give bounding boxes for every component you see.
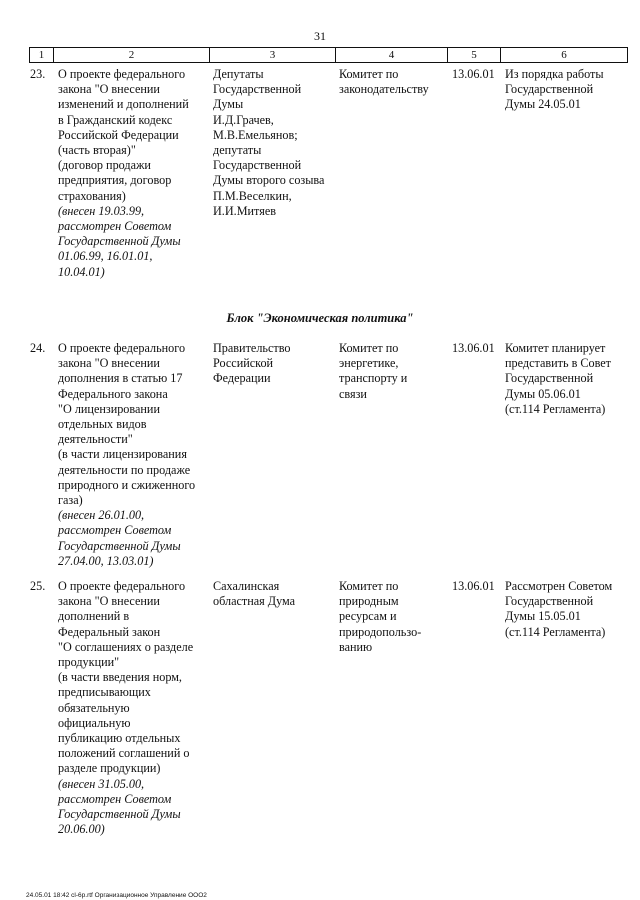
initiator-line: П.М.Веселкин, [213, 188, 292, 203]
bill-note-line: рассмотрен Советом [58, 791, 172, 806]
date: 13.06.01 [452, 579, 495, 593]
table-header-row [29, 47, 628, 63]
committee-line: природопользо- [339, 624, 422, 639]
status-line: Думы 24.05.01 [505, 97, 581, 112]
bill-title-line: в Гражданский кодекс [58, 112, 173, 127]
header-col-5: 5 [448, 48, 501, 62]
bill-note-line: (внесен 19.03.99, [58, 203, 145, 218]
committee-line: энергетике, [339, 356, 399, 371]
header-col-2: 2 [54, 48, 210, 62]
bill-title-line: "О лицензировании [58, 401, 160, 416]
bill-title-line: природного и сжиженного [58, 477, 196, 492]
status [505, 67, 625, 113]
footer-text: 24.05.01 18:42 cl-6p.rtf Организационное Управление ООО2 [26, 892, 207, 899]
status-line: представить в Совет [505, 356, 612, 371]
bill-note-line: рассмотрен Советом [58, 219, 172, 234]
status-line: (ст.114 Регламента) [505, 624, 606, 639]
status [505, 579, 625, 640]
bill-title-line: предписывающих [58, 685, 151, 700]
committee-line: ванию [339, 639, 373, 654]
bill-note-line: рассмотрен Советом [58, 523, 172, 538]
bill-title-line: предприятия, договор [58, 173, 172, 188]
bill-title-line: изменений и дополнений [58, 97, 189, 112]
bill-title-line: (договор продажи [58, 158, 151, 173]
bill-title-line: публикацию отдельных [58, 731, 181, 746]
initiator-line: И.Д.Грачев, [213, 112, 274, 127]
status-line: Государственной [505, 371, 594, 386]
committee-line: законодательству [339, 82, 429, 97]
status-line: Думы 15.05.01 [505, 609, 581, 624]
bill-title-line: Федерального закона [58, 386, 168, 401]
bill-note-line: (внесен 31.05.00, [58, 776, 145, 791]
initiator-line: Правительство [213, 341, 291, 355]
bill-title-line: (в части лицензирования [58, 447, 187, 462]
committee-line: транспорту и [339, 371, 408, 386]
initiator-line: Государственной [213, 158, 302, 173]
bill-title-line: О проекте федерального [58, 579, 186, 593]
bill-note-line: Государственной Думы [58, 234, 181, 249]
initiator-line: депутаты [213, 143, 262, 158]
bill-title-line: О проекте федерального [58, 67, 186, 81]
bill-description [58, 579, 208, 837]
page-number: 31 [314, 29, 326, 43]
status-line: Государственной [505, 594, 594, 609]
bill-note-line: 01.06.99, 16.01.01, [58, 249, 153, 264]
initiator-line: Российской [213, 356, 274, 371]
committee-line: Комитет по [339, 341, 399, 355]
committee-line: Комитет по [339, 579, 399, 593]
bill-title-line: отдельных видов [58, 417, 147, 432]
row-number: 23. [30, 67, 46, 81]
initiator-line: Депутаты [213, 67, 264, 81]
date: 13.06.01 [452, 341, 495, 355]
bill-description [58, 67, 208, 280]
initiator-line: Государственной [213, 82, 302, 97]
bill-note-line: 27.04.00, 13.03.01) [58, 553, 154, 568]
committee-line: Комитет по [339, 67, 399, 81]
initiator-line: Думы второго созыва [213, 173, 325, 188]
committee [339, 579, 445, 655]
bill-title-line: разделе продукции) [58, 761, 161, 776]
status-line: (ст.114 Регламента) [505, 401, 606, 416]
bill-note-line: (внесен 26.01.00, [58, 508, 145, 523]
initiator-line: И.И.Митяев [213, 203, 276, 218]
header-col-1: 1 [30, 48, 54, 62]
status-line: Государственной [505, 82, 594, 97]
date: 13.06.01 [452, 67, 495, 81]
row-number: 24. [30, 341, 46, 355]
row-number: 25. [30, 579, 46, 593]
bill-title-line: продукции" [58, 655, 120, 670]
bill-title-line: обязательную [58, 700, 130, 715]
header-col-6: 6 [561, 49, 567, 61]
bill-title-line: Федеральный закон [58, 624, 161, 639]
bill-title-line: положений соглашений о [58, 746, 190, 761]
initiator-line: Сахалинская [213, 579, 280, 593]
bill-title-line: О проекте федерального [58, 341, 186, 355]
header-col-3: 3 [210, 48, 336, 62]
bill-title-line: (в части введения норм, [58, 670, 182, 685]
status-line: Комитет планирует [505, 341, 606, 355]
status [505, 341, 625, 417]
committee-line: природным [339, 594, 399, 609]
initiator-line: областная Дума [213, 594, 296, 609]
initiator [213, 341, 335, 387]
bill-title-line: Российской Федерации [58, 127, 179, 142]
bill-title-line: деятельности по продаже [58, 462, 191, 477]
bill-description [58, 341, 208, 569]
bill-title-line: дополнения в статью 17 [58, 371, 183, 386]
initiator-line: Федерации [213, 371, 271, 386]
bill-title-line: деятельности" [58, 432, 133, 447]
bill-note-line: Государственной Думы [58, 538, 181, 553]
status-line: Думы 05.06.01 [505, 386, 581, 401]
bill-title-line: закона "О внесении [58, 82, 160, 97]
bill-title-line: дополнений в [58, 609, 130, 624]
bill-title-line: страхования) [58, 188, 126, 203]
initiator [213, 67, 335, 219]
bill-title-line: закона "О внесении [58, 594, 160, 609]
bill-note-line: 20.06.00) [58, 822, 105, 837]
bill-title-line: "О соглашениях о разделе [58, 639, 194, 654]
committee-line: связи [339, 386, 367, 401]
status-line: Из порядка работы [505, 67, 604, 81]
committee [339, 341, 445, 402]
committee-line: ресурсам и [339, 609, 397, 624]
bill-note-line: Государственной Думы [58, 807, 181, 822]
initiator-line: Думы [213, 97, 244, 112]
bill-title-line: официальную [58, 715, 131, 730]
bill-title-line: (часть вторая)" [58, 143, 136, 158]
bill-title-line: газа) [58, 493, 83, 508]
header-col-4: 4 [336, 48, 448, 62]
block-title: Блок "Экономическая политика" [226, 311, 414, 325]
bill-title-line: закона "О внесении [58, 356, 160, 371]
committee [339, 67, 445, 97]
initiator [213, 579, 335, 609]
bill-note-line: 10.04.01) [58, 264, 105, 279]
status-line: Рассмотрен Советом [505, 579, 613, 593]
initiator-line: М.В.Емельянов; [213, 127, 298, 142]
